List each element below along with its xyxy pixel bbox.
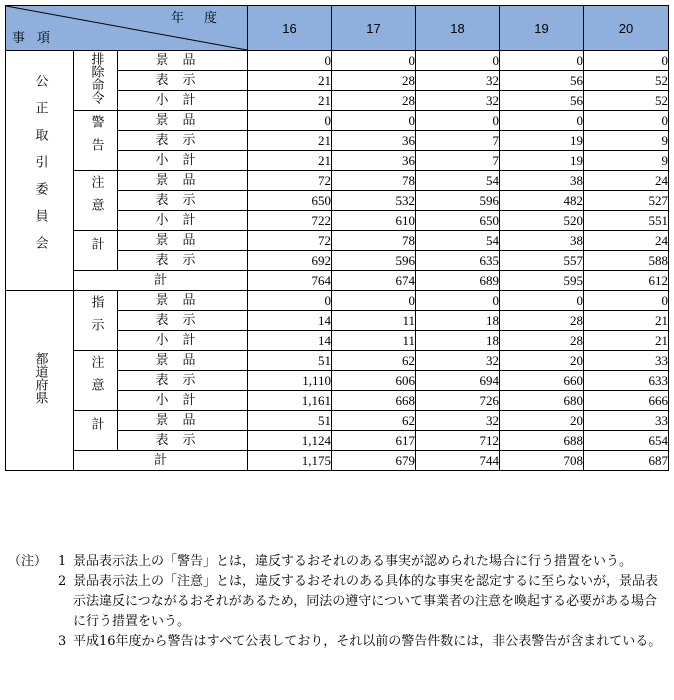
value-cell: 660 <box>500 371 584 391</box>
value-cell: 51 <box>248 411 332 431</box>
value-cell: 612 <box>584 271 669 291</box>
subgroup-label: 注意 <box>74 351 118 411</box>
value-cell: 596 <box>332 251 416 271</box>
value-cell: 668 <box>332 391 416 411</box>
value-cell: 24 <box>584 231 669 251</box>
value-cell: 54 <box>416 231 500 251</box>
value-cell: 0 <box>248 111 332 131</box>
value-cell: 54 <box>416 171 500 191</box>
value-cell: 32 <box>416 71 500 91</box>
value-cell: 744 <box>416 451 500 471</box>
notes <box>8 552 668 652</box>
value-cell: 557 <box>500 251 584 271</box>
table-row <box>6 271 669 291</box>
value-cell: 20 <box>500 411 584 431</box>
value-cell: 62 <box>332 411 416 431</box>
value-cell: 0 <box>416 51 500 71</box>
value-cell: 36 <box>332 131 416 151</box>
value-cell: 694 <box>416 371 500 391</box>
note-item <box>8 552 668 572</box>
value-cell: 689 <box>416 271 500 291</box>
value-cell: 726 <box>416 391 500 411</box>
row-label: 景品 <box>118 51 248 71</box>
value-cell: 0 <box>332 291 416 311</box>
value-cell: 62 <box>332 351 416 371</box>
value-cell: 9 <box>584 131 669 151</box>
value-cell: 28 <box>500 331 584 351</box>
value-cell: 28 <box>332 91 416 111</box>
value-cell: 78 <box>332 231 416 251</box>
table-row <box>6 291 669 311</box>
value-cell: 0 <box>584 291 669 311</box>
value-cell: 51 <box>248 351 332 371</box>
row-label: 小計 <box>118 331 248 351</box>
group-label: 都道府県 <box>6 291 74 471</box>
value-cell: 712 <box>416 431 500 451</box>
value-cell: 78 <box>332 171 416 191</box>
corner-cell <box>6 6 248 51</box>
value-cell: 32 <box>416 91 500 111</box>
value-cell: 36 <box>332 151 416 171</box>
value-cell: 635 <box>416 251 500 271</box>
value-cell: 551 <box>584 211 669 231</box>
value-cell: 19 <box>500 151 584 171</box>
value-cell: 21 <box>584 331 669 351</box>
row-label: 表示 <box>118 251 248 271</box>
value-cell: 72 <box>248 231 332 251</box>
value-cell: 666 <box>584 391 669 411</box>
value-cell: 72 <box>248 171 332 191</box>
value-cell: 32 <box>416 351 500 371</box>
row-label: 小計 <box>118 211 248 231</box>
value-cell: 28 <box>500 311 584 331</box>
table-row <box>6 451 669 471</box>
table-row <box>6 231 669 251</box>
value-cell: 0 <box>500 291 584 311</box>
value-cell: 650 <box>248 191 332 211</box>
value-cell: 7 <box>416 151 500 171</box>
value-cell: 617 <box>332 431 416 451</box>
row-label: 表示 <box>118 191 248 211</box>
value-cell: 52 <box>584 91 669 111</box>
value-cell: 21 <box>248 71 332 91</box>
value-cell: 33 <box>584 411 669 431</box>
value-cell: 650 <box>416 211 500 231</box>
value-cell: 680 <box>500 391 584 411</box>
note-text: 景品表示法上の「警告」とは，違反するおそれのある事実が認められた場合に行う措置をいう。 <box>73 554 633 569</box>
value-cell: 708 <box>500 451 584 471</box>
value-cell: 0 <box>584 111 669 131</box>
value-cell: 52 <box>584 71 669 91</box>
row-label: 景品 <box>118 411 248 431</box>
table-row <box>6 171 669 191</box>
value-cell: 21 <box>248 151 332 171</box>
value-cell: 610 <box>332 211 416 231</box>
value-cell: 0 <box>584 51 669 71</box>
value-cell: 654 <box>584 431 669 451</box>
value-cell: 674 <box>332 271 416 291</box>
value-cell: 764 <box>248 271 332 291</box>
subgroup-label: 計 <box>74 411 118 451</box>
enforcement-table <box>5 5 669 471</box>
value-cell: 0 <box>248 291 332 311</box>
year-header: 16 <box>248 6 332 51</box>
value-cell: 38 <box>500 171 584 191</box>
value-cell: 20 <box>500 351 584 371</box>
value-cell: 0 <box>416 111 500 131</box>
value-cell: 18 <box>416 311 500 331</box>
value-cell: 679 <box>332 451 416 471</box>
value-cell: 0 <box>248 51 332 71</box>
value-cell: 19 <box>500 131 584 151</box>
row-label: 景品 <box>118 291 248 311</box>
value-cell: 21 <box>248 91 332 111</box>
value-cell: 633 <box>584 371 669 391</box>
value-cell: 38 <box>500 231 584 251</box>
corner-year-label: 年度 <box>171 11 238 26</box>
note-text: 平成16年度から警告はすべて公表しており，それ以前の警告件数には，非公表警告が含まれている。 <box>73 634 662 649</box>
value-cell: 14 <box>248 311 332 331</box>
row-label: 景品 <box>118 111 248 131</box>
note-tag: （注） <box>8 554 48 569</box>
value-cell: 527 <box>584 191 669 211</box>
value-cell: 9 <box>584 151 669 171</box>
row-label: 表示 <box>118 131 248 151</box>
table-row <box>6 111 669 131</box>
row-label-total: 計 <box>74 451 248 471</box>
row-label: 表示 <box>118 431 248 451</box>
value-cell: 0 <box>332 111 416 131</box>
table-body <box>6 51 669 471</box>
value-cell: 688 <box>500 431 584 451</box>
value-cell: 588 <box>584 251 669 271</box>
row-label: 表示 <box>118 371 248 391</box>
value-cell: 28 <box>332 71 416 91</box>
year-header: 20 <box>584 6 669 51</box>
value-cell: 0 <box>332 51 416 71</box>
note-number: 2 <box>58 574 67 589</box>
subgroup-label: 排除命令 <box>74 51 118 111</box>
value-cell: 0 <box>500 111 584 131</box>
note-item <box>8 632 668 652</box>
value-cell: 687 <box>584 451 669 471</box>
value-cell: 24 <box>584 171 669 191</box>
year-header: 18 <box>416 6 500 51</box>
value-cell: 11 <box>332 331 416 351</box>
value-cell: 21 <box>584 311 669 331</box>
value-cell: 11 <box>332 311 416 331</box>
year-header: 19 <box>500 6 584 51</box>
value-cell: 33 <box>584 351 669 371</box>
subgroup-label: 指示 <box>74 291 118 351</box>
value-cell: 21 <box>248 131 332 151</box>
row-label: 景品 <box>118 171 248 191</box>
value-cell: 1,110 <box>248 371 332 391</box>
row-label: 景品 <box>118 351 248 371</box>
note-item <box>8 572 668 632</box>
row-label: 景品 <box>118 231 248 251</box>
value-cell: 596 <box>416 191 500 211</box>
value-cell: 0 <box>500 51 584 71</box>
row-label: 表示 <box>118 71 248 91</box>
row-label: 小計 <box>118 391 248 411</box>
subgroup-label: 注意 <box>74 171 118 231</box>
value-cell: 482 <box>500 191 584 211</box>
note-number: 1 <box>58 554 67 569</box>
value-cell: 1,175 <box>248 451 332 471</box>
value-cell: 722 <box>248 211 332 231</box>
value-cell: 56 <box>500 91 584 111</box>
row-label: 表示 <box>118 311 248 331</box>
value-cell: 7 <box>416 131 500 151</box>
header-row <box>6 6 669 51</box>
table-row <box>6 51 669 71</box>
value-cell: 14 <box>248 331 332 351</box>
group-label: 公正取引委員会 <box>6 51 74 291</box>
value-cell: 606 <box>332 371 416 391</box>
value-cell: 595 <box>500 271 584 291</box>
value-cell: 532 <box>332 191 416 211</box>
value-cell: 56 <box>500 71 584 91</box>
value-cell: 32 <box>416 411 500 431</box>
row-label-total: 計 <box>74 271 248 291</box>
table-row <box>6 411 669 431</box>
row-label: 小計 <box>118 151 248 171</box>
value-cell: 1,161 <box>248 391 332 411</box>
value-cell: 18 <box>416 331 500 351</box>
subgroup-label: 警告 <box>74 111 118 171</box>
row-label: 小計 <box>118 91 248 111</box>
value-cell: 692 <box>248 251 332 271</box>
value-cell: 1,124 <box>248 431 332 451</box>
table-row <box>6 351 669 371</box>
year-header: 17 <box>332 6 416 51</box>
value-cell: 0 <box>416 291 500 311</box>
note-number: 3 <box>58 634 67 649</box>
corner-item-label: 事項 <box>12 31 63 46</box>
subgroup-label: 計 <box>74 231 118 271</box>
note-text: 景品表示法上の「注意」とは，違反するおそれのある具体的な事実を認定するに至らないが，景品表示法違反につながるおそれがあるため，同法の遵守について事業者の注意を喚起する必要がある場合に行う措置をいう。 <box>73 574 659 629</box>
value-cell: 520 <box>500 211 584 231</box>
